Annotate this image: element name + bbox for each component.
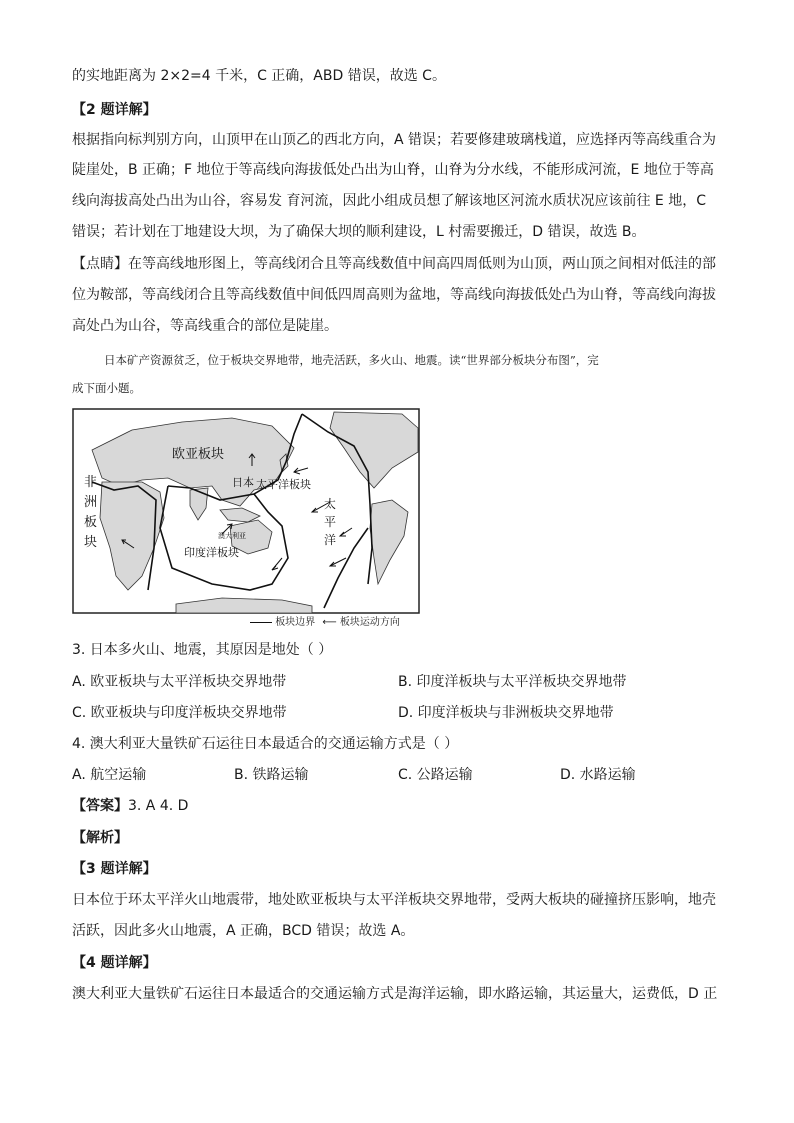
- text-line: 澳大利亚大量铁矿石运往日本最适合的交通运输方式是海洋运输，即水路运输，其运量大，运费低，D 正: [72, 986, 718, 1002]
- label-pacific-ocean-2: 平: [324, 515, 337, 529]
- q4-option-b: B. 铁路运输: [234, 767, 309, 783]
- label-pacific-ocean-1: 太: [324, 497, 337, 511]
- q3-option-a: A. 欧亚板块与太平洋板块交界地带: [72, 674, 287, 690]
- question-3-stem: 3. 日本多火山、地震，其原因是地处（ ）: [72, 642, 333, 658]
- section-heading-q2: 【2 题详解】: [72, 102, 157, 118]
- label-eurasia-plate: 欧亚板块: [172, 447, 225, 462]
- text-line: 位为鞍部，等高线闭合且等高线数值中间低四周高则为盆地，等高线向海拔低处凸为山脊，等高线向海拔: [72, 287, 716, 303]
- tip-paragraph: 【点睛】在等高线地形图上，等高线闭合且等高线数值中间高四周低则为山顶，两山顶之间相对低洼的部: [72, 256, 716, 272]
- section-heading-q3: 【3 题详解】: [72, 861, 157, 877]
- text-line: 日本位于环太平洋火山地震带，地处欧亚板块与太平洋板块交界地带，受两大板块的碰撞挤压影响，地壳: [72, 892, 716, 908]
- legend-direction-label: 板块运动方向: [339, 617, 400, 628]
- label-australia: 澳大利亚: [218, 532, 246, 540]
- q4-option-d: D. 水路运输: [560, 767, 636, 783]
- map-legend: [250, 616, 400, 630]
- text-line: 错误；若计划在丁地建设大坝，为了确保大坝的顺利建设，L 村需要搬迁，D 错误，故选 B。: [72, 224, 646, 240]
- q3-option-c: C. 欧亚板块与印度洋板块交界地带: [72, 705, 287, 721]
- q3-option-d: D. 印度洋板块与非洲板块交界地带: [398, 705, 614, 721]
- text-line: 的实地距离为 2×2=4 千米，C 正确，ABD 错误，故选 C。: [72, 68, 446, 84]
- text-line: 活跃，因此多火山地震，A 正确，BCD 错误；故选 A。: [72, 923, 415, 939]
- text-line: 根据指向标判别方向，山顶甲在山顶乙的西北方向，A 错误；若要修建玻璃栈道，应选择丙等高线重合为: [72, 132, 717, 148]
- analysis-label: 【解析】: [72, 830, 128, 846]
- q4-option-a: A. 航空运输: [72, 767, 147, 783]
- plate-map: [72, 408, 420, 614]
- section-heading-q4: 【4 题详解】: [72, 955, 157, 971]
- question-intro: 日本矿产资源贫乏，位于板块交界地带，地壳活跃，多火山、地震。读“世界部分板块分布图”，完: [104, 353, 599, 367]
- label-japan: 日本: [232, 476, 254, 489]
- q4-option-c: C. 公路运输: [398, 767, 473, 783]
- legend-arrow-icon: ⟵: [322, 617, 337, 628]
- q3-option-b: B. 印度洋板块与太平洋板块交界地带: [398, 674, 627, 690]
- label-africa-4: 块: [84, 535, 98, 550]
- label-pacific-ocean-3: 洋: [324, 533, 337, 547]
- text-line: 陡崖处，B 正确；F 地位于等高线向海拔低处凸出为山脊，山脊为分水线，不能形成河流，E 地位于等高: [72, 162, 714, 178]
- question-4-stem: 4. 澳大利亚大量铁矿石运往日本最适合的交通运输方式是（ ）: [72, 736, 459, 752]
- label-pacific-plate: 太平洋板块: [256, 478, 311, 491]
- answer-label: 【答案】: [72, 798, 128, 814]
- label-indian-plate: 印度洋板块: [184, 546, 239, 559]
- answer-line: [72, 796, 188, 816]
- text-line: 高处凸为山谷，等高线重合的部位是陡崖。: [72, 318, 338, 334]
- legend-boundary-line: [250, 622, 272, 623]
- question-intro: 成下面小题。: [72, 381, 141, 395]
- label-africa-3: 板: [84, 515, 98, 530]
- answer-text: 3. A 4. D: [128, 798, 189, 814]
- label-africa-2: 洲: [84, 495, 98, 510]
- label-africa-1: 非: [84, 475, 98, 490]
- legend-boundary-label: 板块边界: [275, 617, 316, 628]
- text-line: 线向海拔高处凸出为山谷，容易发 育河流，因此小组成员想了解该地区河流水质状况应该前往 E 地，C: [72, 193, 706, 209]
